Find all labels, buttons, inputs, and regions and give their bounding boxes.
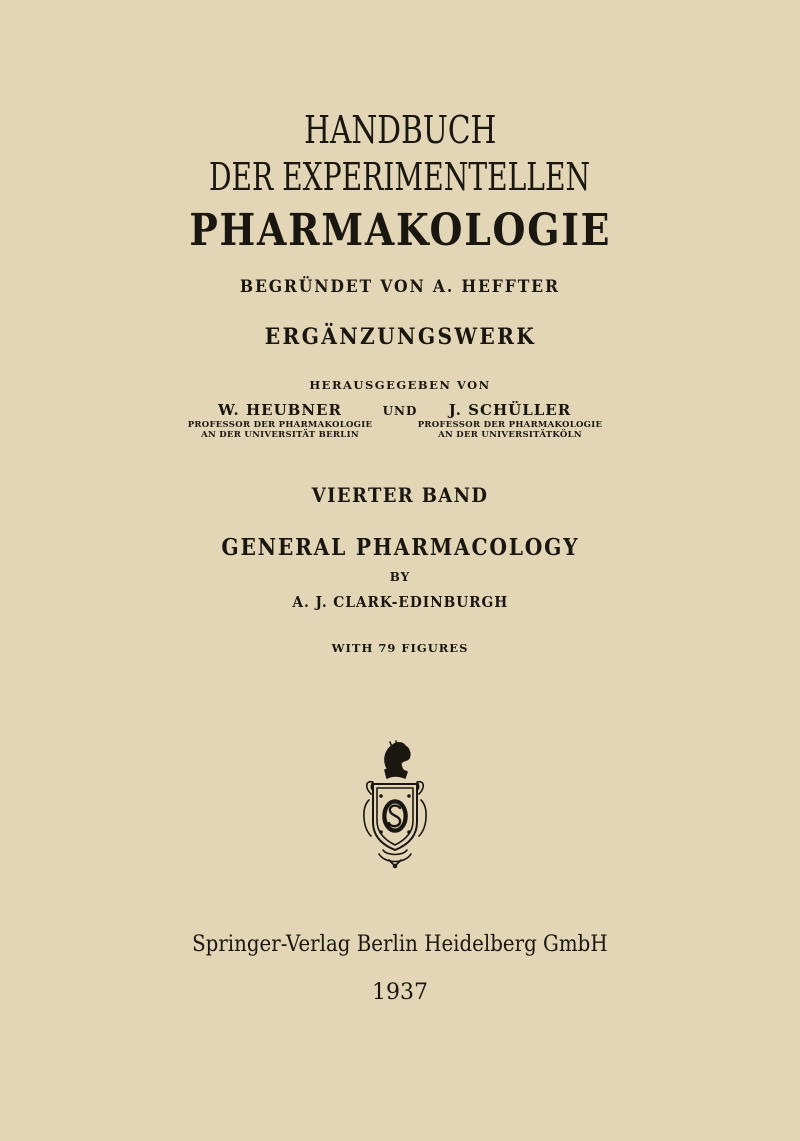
figures-note: WITH 79 FIGURES xyxy=(331,641,469,655)
title-line-1: HANDBUCH xyxy=(303,108,497,152)
springer-knight-emblem-icon xyxy=(357,738,433,870)
publisher: Springer-Verlag Berlin Heidelberg GmbH xyxy=(192,932,608,957)
editor-affiliation: AN DER UNIVERSITÄT BERLIN xyxy=(201,430,359,440)
editor-affiliation: PROFESSOR DER PHARMAKOLOGIE xyxy=(417,420,603,430)
publication-year: 1937 xyxy=(372,980,428,1005)
edited-by-label: HERAUSGEGEBEN VON xyxy=(309,378,491,392)
title-line-2: DER EXPERIMENTELLEN xyxy=(209,155,591,199)
title-line-3: PHARMAKOLOGIE xyxy=(189,205,611,256)
volume-title: GENERAL PHARMACOLOGY xyxy=(221,534,579,561)
author: A. J. CLARK-EDINBURGH xyxy=(292,593,508,611)
supplement-label: ERGÄNZUNGSWERK xyxy=(264,324,536,350)
editor-name: W. HEUBNER xyxy=(218,401,342,419)
conjunction: UND xyxy=(382,404,418,418)
editor-affiliation: AN DER UNIVERSITÄTKÖLN xyxy=(438,430,582,440)
editor-affiliation: PROFESSOR DER PHARMAKOLOGIE xyxy=(187,420,373,430)
editors xyxy=(0,400,800,460)
editor-schueller xyxy=(400,400,620,440)
editor-name: J. SCHÜLLER xyxy=(448,401,572,419)
editor-heubner xyxy=(160,400,400,440)
volume-label: VIERTER BAND xyxy=(311,483,489,507)
founded-by: BEGRÜNDET VON A. HEFFTER xyxy=(240,277,560,297)
by-label: BY xyxy=(389,570,411,584)
